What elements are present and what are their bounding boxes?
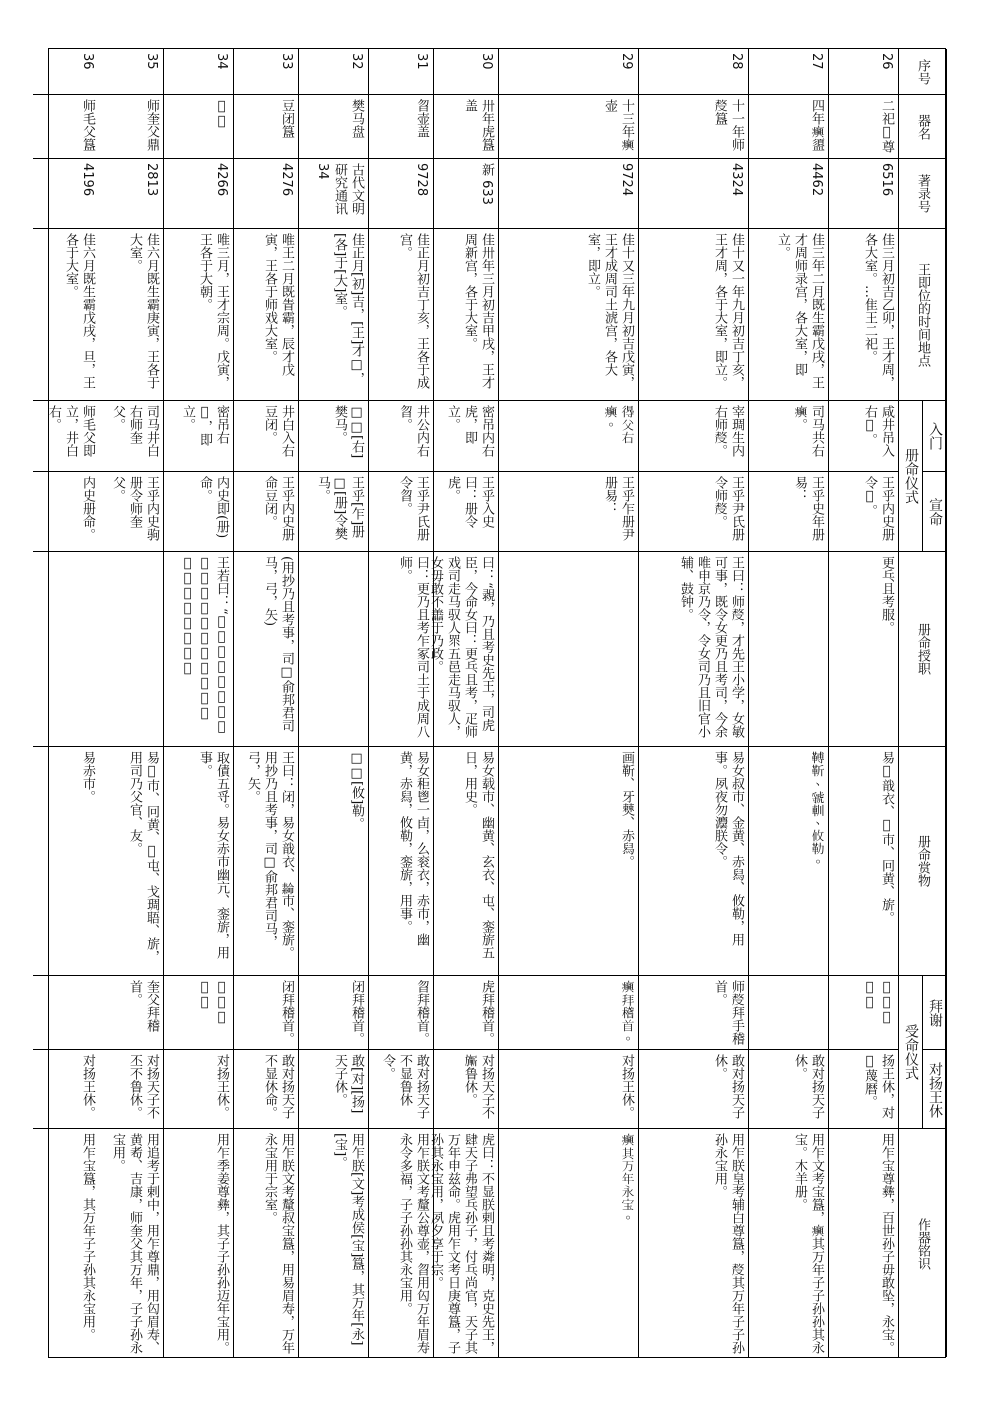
row-inscription-cell — [234, 1129, 298, 1359]
row-praise-cell — [369, 1050, 433, 1129]
row-proclaim-cell — [434, 472, 498, 552]
row-gifts-cell — [234, 747, 298, 976]
row-bow-cell — [499, 976, 638, 1050]
row-seq-text: 34 — [214, 53, 229, 70]
row-office-text: 王若曰：“𨱆，命女乍豳师冢司马，啻官仆、射、士、讯，小大又，𨬝。 — [180, 556, 229, 735]
row-seq-cell — [299, 49, 368, 95]
header-proclaim: 宣命 — [927, 498, 943, 526]
row-seq-text: 31 — [414, 53, 429, 70]
row-inscription-text: 用乍朕皇考辅白尊簋，𠭰其万年子子孙孙永宝用。 — [712, 1133, 744, 1354]
row-entrance-cell — [434, 401, 498, 472]
row-name-cell — [369, 95, 433, 159]
row-bow-cell — [829, 976, 898, 1050]
row-office-text: (用抄乃且考事，司□俞邦君司马，弓，矢) — [262, 556, 294, 733]
row-entrance-text: □□[右]樊马。 — [332, 405, 364, 459]
row-seq-cell — [829, 49, 898, 95]
row-catalog-text: 4276 — [279, 163, 294, 197]
row-inscription-text: 用乍文考宝簋，𤼈其万年子子孙孙其永宝。木羊册。 — [792, 1133, 824, 1354]
row-proclaim-cell — [369, 472, 433, 552]
row-praise-text: 敢[对][扬]天子休。 — [332, 1054, 364, 1114]
row-seq-text: 26 — [879, 53, 894, 70]
row-catalog-cell — [299, 159, 368, 229]
row-seq-cell — [639, 49, 748, 95]
row-entrance-text: 井公内右㫚。 — [397, 405, 429, 457]
header-time-cell — [899, 229, 946, 401]
row-gifts-cell — [99, 747, 163, 976]
row-time-cell — [164, 229, 233, 401]
row-office-text: 王曰：师𠭰，才先王小学，女敏可事，既令女更乃且考司，今余唯申京乃令，令女司乃且旧官小辅、鼓钟。 — [678, 556, 744, 738]
row-catalog-text: 4324 — [729, 163, 744, 197]
row-praise-text: 对扬天子不丕不鲁休。 — [127, 1054, 159, 1119]
row-catalog-text: 古代文明研究通讯 34 — [315, 163, 364, 215]
row-catalog-cell — [639, 159, 748, 229]
row-name-cell — [639, 95, 748, 159]
row-office-cell — [639, 552, 748, 747]
row-entrance-cell — [33, 401, 99, 472]
row-inscription-text: 用乍朕[文]考成侯[宝]簋，其万年[永][宝]。 — [332, 1133, 364, 1346]
row-inscription-cell — [639, 1129, 748, 1359]
row-entrance-cell — [299, 401, 368, 472]
row-praise-cell — [33, 1050, 99, 1129]
row-catalog-text: 2813 — [144, 163, 159, 197]
row-inscription-cell — [829, 1129, 898, 1359]
row-office-text — [749, 552, 828, 746]
row-office-cell — [369, 552, 433, 747]
row-catalog-text: 9728 — [414, 163, 429, 197]
row-gifts-text: 易女载巿、幽黄、玄衣、屯、銮旂五日，用史。 — [462, 751, 494, 959]
header-gifts-cell — [899, 747, 946, 976]
row-catalog-cell — [434, 159, 498, 229]
row-seq-cell — [434, 49, 498, 95]
row-catalog-cell — [499, 159, 638, 229]
row-office-cell — [164, 552, 233, 747]
row-bow-cell — [33, 976, 99, 1050]
row-proclaim-text: 王乎[乍]册□[册]令樊马。 — [315, 476, 364, 541]
row-praise-text: 敢对扬天子不显鲁休令。 — [380, 1054, 429, 1119]
row-name-cell — [99, 95, 163, 159]
row-office-cell — [99, 552, 163, 747]
row-name-text: 师毛父簋 — [80, 99, 95, 151]
row-bow-text: 𨱆拜稽首。 — [862, 980, 894, 1025]
header-name-text: 器名 — [915, 113, 930, 140]
row-inscription-text: 用乍宝尊彝，百世孙子毋敢坠，永宝。 — [879, 1133, 894, 1354]
row-bow-text: 𨱆拜稽首。 — [197, 980, 229, 1025]
ceremony-table — [48, 48, 946, 1358]
row-time-cell — [299, 229, 368, 401]
row-time-text: 佳三月初吉乙卯，王才周，各大室。…隹王二祀。 — [862, 233, 894, 389]
row-gifts-text: 易女叔巿、金黄、赤舄、攸勒，用事。夙夜勿灋朕令。 — [712, 751, 744, 946]
header-office-text: 册命授职 — [915, 623, 930, 675]
header-inscription-text: 作器铭识 — [915, 1218, 930, 1270]
row-praise-cell — [99, 1050, 163, 1129]
receive-group-label: 受命仪式 — [903, 1024, 919, 1080]
row-entrance-text: 师毛父即立，井白右。 — [46, 405, 95, 457]
row-office-cell — [829, 552, 898, 747]
row-inscription-text: 虎曰：不显朕剌且考粦明，克史先王，肆天子弗望乓孙子，付乓尚官，天子其万年申兹命。虎用乍文考日庚尊簋，子孙其永宝用，夙夕享于宗。 — [428, 1133, 494, 1354]
header-gifts-text: 册命赏物 — [915, 835, 930, 887]
row-name-text: 豆闭簋 — [279, 99, 294, 138]
row-bow-cell — [299, 976, 368, 1050]
header-seq-cell — [899, 49, 946, 95]
row-praise-text: 对扬王休。 — [214, 1054, 229, 1119]
row-entrance-cell — [499, 401, 638, 472]
row-name-cell — [499, 95, 638, 159]
row-office-cell — [428, 552, 498, 747]
row-bow-cell — [369, 976, 433, 1050]
header-catalog-cell — [899, 159, 946, 229]
row-office-text — [33, 552, 99, 746]
row-entrance-text: 司马井白右师奎父。 — [110, 405, 159, 457]
header-office-cell — [899, 552, 946, 747]
row-seq-text: 27 — [809, 53, 824, 70]
row-proclaim-cell — [234, 472, 298, 552]
header-catalog-text: 著录号 — [915, 174, 930, 213]
row-time-cell — [639, 229, 748, 401]
table-row — [829, 49, 899, 1357]
row-time-cell — [499, 229, 638, 401]
row-time-text: 佳十又三年九月初吉戊寅，王才成周司土淲宫，各大室，即立。 — [585, 233, 634, 389]
row-inscription-cell — [299, 1129, 368, 1359]
row-bow-cell — [749, 976, 828, 1050]
row-proclaim-text: 内史册命。 — [80, 476, 95, 541]
header-time-text: 王即位的时间地点 — [915, 262, 930, 367]
row-name-text: 十一年师𠭰簋 — [712, 99, 744, 151]
row-office-text — [499, 552, 638, 746]
row-catalog-cell — [33, 159, 99, 229]
row-proclaim-cell — [499, 472, 638, 552]
row-office-cell — [299, 552, 368, 747]
row-proclaim-cell — [164, 472, 233, 552]
row-name-cell — [33, 95, 99, 159]
row-praise-text: 扬王休，对𨱆蔑暦。 — [862, 1054, 894, 1119]
row-proclaim-cell — [99, 472, 163, 552]
row-seq-cell — [99, 49, 163, 95]
table-row — [639, 49, 749, 1357]
row-bow-text: 奎父拜稽首。 — [127, 980, 159, 1032]
row-catalog-cell — [164, 159, 233, 229]
row-entrance-text: 𢔶父右𤼈。 — [602, 405, 634, 444]
row-praise-cell — [234, 1050, 298, 1129]
row-gifts-cell — [33, 747, 99, 976]
row-praise-cell — [639, 1050, 748, 1129]
row-catalog-cell — [749, 159, 828, 229]
row-proclaim-text: 王乎史年册易： — [792, 476, 824, 541]
row-catalog-cell — [234, 159, 298, 229]
row-seq-text: 36 — [80, 53, 95, 70]
row-proclaim-cell — [829, 472, 898, 552]
row-gifts-text: 画靳、牙僰、赤舄。 — [619, 751, 634, 868]
row-bow-cell — [99, 976, 163, 1050]
row-bow-text: 师𠭰拜手稽首。 — [712, 980, 744, 1045]
row-time-text: 唯王二月既眚霸，辰才戊寅，王各于师戏大室。 — [262, 233, 294, 376]
row-catalog-text: 4266 — [214, 163, 229, 197]
row-inscription-text: 用乍朕文考釐公尊壶，㫚用匃万年眉寿永令多福，子子孙孙其永宝用。 — [397, 1133, 429, 1354]
row-entrance-cell — [829, 401, 898, 472]
row-entrance-text: 井白入右豆闭。 — [262, 405, 294, 457]
row-office-cell — [499, 552, 638, 747]
row-name-text: 㫚壶盖 — [414, 99, 429, 138]
row-inscription-text: 用乍宝簋，其万年子子孙其永宝用。 — [80, 1133, 95, 1341]
row-gifts-text: 易𥿘巿、冋黄、𤆍屯、戈琱䎸、旂，用司乃父官、友。 — [127, 751, 159, 963]
row-time-text: 佳六月既生霸戊戌，旦，王各于大室。 — [63, 233, 95, 389]
row-proclaim-text: 内史即(册)命。 — [197, 476, 229, 539]
row-office-text — [299, 552, 368, 746]
row-inscription-cell — [749, 1129, 828, 1359]
row-bow-text — [749, 976, 828, 1049]
row-name-text: 十三年𤼈壶 — [602, 99, 634, 151]
row-entrance-cell — [639, 401, 748, 472]
row-gifts-text: 王曰：闭，易女戠衣、𦅫巿、銮旂。用抄乃且考事，司□俞邦君司马，弓，矢。 — [245, 751, 294, 959]
row-proclaim-text: 王乎内史册令𨱆。 — [862, 476, 894, 541]
row-seq-text: 29 — [619, 53, 634, 70]
row-time-cell — [434, 229, 498, 401]
row-inscription-cell — [428, 1129, 498, 1359]
row-gifts-cell — [749, 747, 828, 976]
row-bow-cell — [234, 976, 298, 1050]
row-office-text: 曰：“䚄，乃且考史先王，司虎臣，今命女曰：更乓且考，疋师戏司走马驭人眔五邑走马驭人，女毋敢不譱于乃政。 — [428, 556, 494, 738]
row-proclaim-text: 王乎内史册命豆闭。 — [262, 476, 294, 541]
row-praise-text: 对扬天子不𣄨鲁休。 — [462, 1054, 494, 1119]
row-time-cell — [749, 229, 828, 401]
row-praise-text: 敢对扬天子休。 — [792, 1054, 824, 1119]
row-office-cell — [33, 552, 99, 747]
row-bow-cell — [164, 976, 233, 1050]
row-catalog-text: 6516 — [879, 163, 894, 197]
row-gifts-text: 易赤巿。 — [80, 751, 95, 803]
row-name-cell — [299, 95, 368, 159]
row-bow-text: 㫚拜稽首。 — [414, 980, 429, 1045]
row-entrance-text: 司马共右𤼈。 — [792, 405, 824, 457]
row-name-text: 二祀𨱆尊 — [879, 99, 894, 153]
row-inscription-text: 用乍季姜尊彝，其子子孙孙迈年宝用。 — [214, 1133, 229, 1354]
row-seq-cell — [369, 49, 433, 95]
row-entrance-cell — [234, 401, 298, 472]
row-office-cell — [234, 552, 298, 747]
row-catalog-cell — [369, 159, 433, 229]
row-gifts-cell — [299, 747, 368, 976]
row-bow-text: 闭拜稽首。 — [279, 980, 294, 1045]
row-seq-cell — [749, 49, 828, 95]
row-proclaim-text: 王乎尹氏册令师𠭰。 — [712, 476, 744, 541]
ceremony-group-cell — [899, 401, 946, 552]
row-bow-text: 闭拜稽首。 — [349, 980, 364, 1045]
header-column — [899, 49, 947, 1357]
row-time-cell — [234, 229, 298, 401]
row-gifts-text: □□[攸]勒。 — [349, 751, 364, 831]
table-row — [299, 49, 369, 1357]
row-bow-text: 虎拜稽首。 — [479, 980, 494, 1045]
row-gifts-text: 易𨱆戠衣、𥿘巿、冋黄、旂。 — [879, 751, 894, 924]
row-inscription-cell — [164, 1129, 233, 1359]
row-entrance-text: 宰琱生内右师𠭰。 — [712, 405, 744, 457]
row-name-text: 师奎父鼎 — [144, 99, 159, 151]
row-time-text: 佳正月初吉丁亥，王各于成宫。 — [397, 233, 429, 389]
row-name-text: 𨱆簋 — [214, 99, 229, 129]
row-gifts-cell — [639, 747, 748, 976]
row-office-text — [99, 552, 163, 746]
row-praise-text: 敢对扬天子休。 — [712, 1054, 744, 1119]
row-time-text: 佳十又一年九月初吉丁亥，王才周，各于大室，即立。 — [712, 233, 744, 389]
table-row — [369, 49, 434, 1357]
row-inscription-cell — [33, 1129, 99, 1359]
row-gifts-text: 𩌏靳、虢䡅、攸勒。 — [809, 751, 824, 868]
row-office-cell — [749, 552, 828, 747]
row-gifts-text: 取債五寽。易女赤巿幽亢、銮旂，用事。 — [197, 751, 229, 959]
row-bow-text: 𤼈拜稽首。 — [619, 980, 634, 1045]
row-time-cell — [829, 229, 898, 401]
row-praise-text: 对扬王休。 — [619, 1054, 634, 1119]
row-seq-text: 35 — [144, 53, 159, 70]
row-name-cell — [234, 95, 298, 159]
row-proclaim-cell — [299, 472, 368, 552]
row-inscription-text: 用乍朕文考釐叔宝簋，用易眉寿，万年永宝用于宗室。 — [262, 1133, 294, 1354]
row-seq-cell — [499, 49, 638, 95]
row-entrance-text: 咸井吊入右𨱆。 — [862, 405, 894, 457]
table-row — [164, 49, 234, 1357]
row-office-text: 曰：更乃且考乍冢司土于成周八师。 — [397, 556, 429, 738]
row-office-text: 更乓且考服。 — [879, 556, 894, 634]
row-seq-text: 33 — [279, 53, 294, 70]
row-praise-cell — [829, 1050, 898, 1129]
row-praise-cell — [164, 1050, 233, 1129]
header-inscription-cell — [899, 1129, 946, 1359]
table-row — [749, 49, 829, 1357]
row-entrance-cell — [749, 401, 828, 472]
header-bow: 拜谢 — [927, 998, 943, 1027]
row-entrance-text: 密吊内右虎，即立。 — [445, 405, 494, 457]
row-name-text: 卅年虎簋盖 — [462, 99, 494, 151]
row-name-text: 樊马盘 — [349, 99, 364, 138]
row-proclaim-cell — [639, 472, 748, 552]
row-gifts-cell — [369, 747, 433, 976]
row-time-text: 唯三月，王才宗周。戊寅，王各于大朝。 — [197, 233, 229, 389]
row-catalog-text: 新 633 — [479, 163, 494, 205]
row-name-cell — [749, 95, 828, 159]
row-time-text: 佳卅年三月初吉甲戌，王才周新宫，各于大室。 — [462, 233, 494, 389]
ceremony-group-label: 册命仪式 — [903, 448, 919, 504]
table-row — [234, 49, 299, 1357]
row-entrance-cell — [99, 401, 163, 472]
row-praise-text: 敢对扬天子不显休命。 — [262, 1054, 294, 1119]
row-inscription-cell — [499, 1129, 638, 1359]
row-name-cell — [164, 95, 233, 159]
row-seq-text: 28 — [729, 53, 744, 70]
row-seq-text: 30 — [479, 53, 494, 70]
row-proclaim-text: 王乎尹氏册令㫚。 — [397, 476, 429, 541]
row-bow-cell — [639, 976, 748, 1050]
row-proclaim-cell — [749, 472, 828, 552]
row-gifts-cell — [434, 747, 498, 976]
row-name-cell — [829, 95, 898, 159]
row-name-cell — [434, 95, 498, 159]
row-time-cell — [33, 229, 99, 401]
header-name-cell — [899, 95, 946, 159]
row-gifts-text: 易女秬鬯一卣，么衮衣，赤巿，幽黄，赤舄，攸勒，銮旂，用事。 — [397, 751, 429, 946]
row-gifts-cell — [499, 747, 638, 976]
row-bow-cell — [434, 976, 498, 1050]
row-seq-text: 32 — [349, 53, 364, 70]
row-praise-cell — [499, 1050, 638, 1129]
row-name-text: 四年𤼈盨 — [809, 99, 824, 151]
table-row — [428, 49, 499, 1357]
row-entrance-cell — [369, 401, 433, 472]
row-time-cell — [99, 229, 163, 401]
row-gifts-cell — [164, 747, 233, 976]
row-seq-cell — [33, 49, 99, 95]
row-inscription-cell — [99, 1129, 163, 1359]
row-inscription-cell — [369, 1129, 433, 1359]
row-praise-cell — [434, 1050, 498, 1129]
row-bow-text — [33, 976, 99, 1049]
row-praise-text: 对扬王休。 — [80, 1054, 95, 1119]
row-proclaim-text: 王乎入史曰：册令虎。 — [445, 476, 494, 528]
row-proclaim-cell — [33, 472, 99, 552]
table-row — [99, 49, 164, 1357]
table-row — [499, 49, 639, 1357]
row-catalog-cell — [829, 159, 898, 229]
row-catalog-text: 4196 — [80, 163, 95, 197]
receive-group-cell — [899, 976, 946, 1129]
row-entrance-cell — [164, 401, 233, 472]
row-time-text: 佳三年二月既生霸戊戌，王才周师录宫，各大室，即立。 — [775, 233, 824, 389]
row-catalog-text: 9724 — [619, 163, 634, 197]
row-catalog-cell — [99, 159, 163, 229]
row-inscription-text: 𤼈其万年永宝。 — [619, 1133, 634, 1224]
row-time-cell — [369, 229, 433, 401]
header-seq-text: 序号 — [915, 58, 930, 85]
row-praise-cell — [299, 1050, 368, 1129]
row-gifts-cell — [829, 747, 898, 976]
table-row — [33, 49, 99, 1357]
header-entrance: 入门 — [927, 422, 943, 450]
row-proclaim-text: 王乎内史驹册令师奎父。 — [110, 476, 159, 541]
row-entrance-text: 密吊右𨱆，即立。 — [180, 405, 229, 446]
row-proclaim-text: 王乎乍册尹册易： — [602, 476, 634, 541]
row-inscription-text: 用追考于剌中，用乍尊鼎，用匃眉寿、黄耇、吉康，师奎父其万年，子子孙永宝用。 — [110, 1133, 159, 1354]
row-time-text: 佳正月[初]吉，[王]才□，[各]于[大]室。 — [332, 233, 364, 386]
header-praise: 对扬王休 — [927, 1061, 943, 1118]
row-seq-cell — [164, 49, 233, 95]
row-catalog-text: 4462 — [809, 163, 824, 197]
row-seq-cell — [234, 49, 298, 95]
row-time-text: 佳六月既生霸庚寅，王各于大室。 — [127, 233, 159, 389]
row-praise-cell — [749, 1050, 828, 1129]
